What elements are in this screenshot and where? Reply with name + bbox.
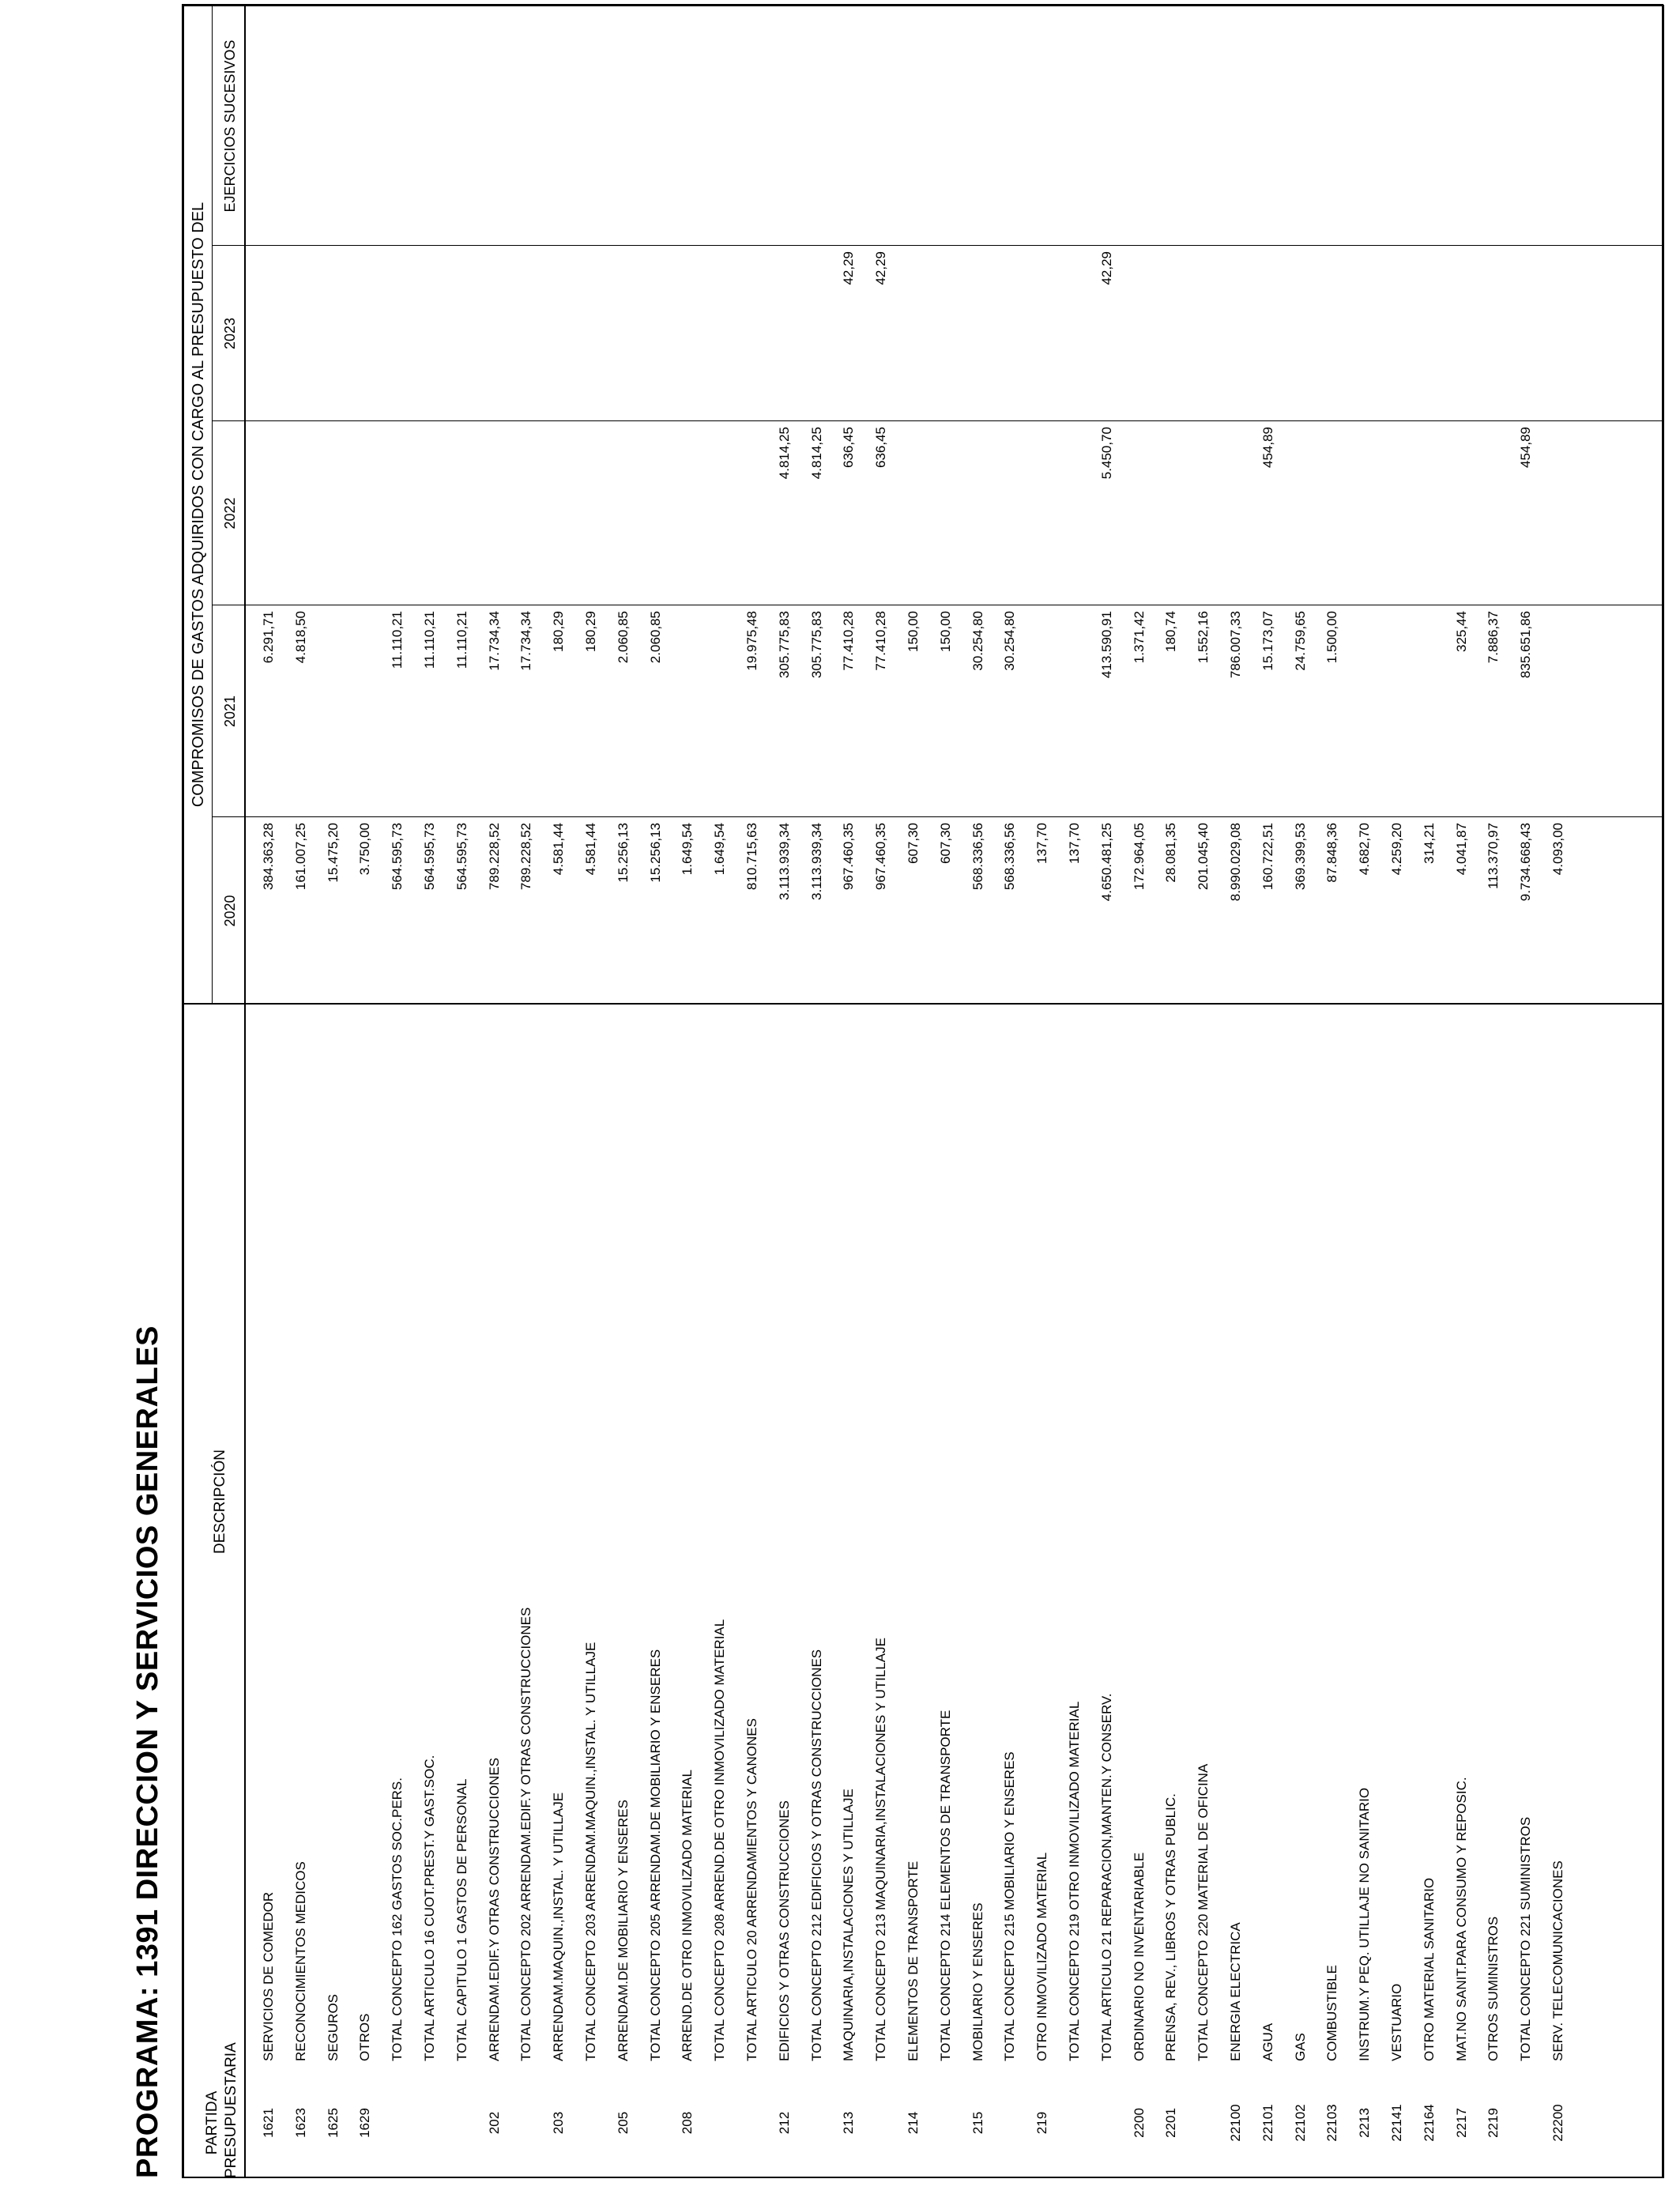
header-presupuestaria: PRESUPUESTARIA bbox=[223, 2042, 239, 2178]
cell-y2021: 77.410,28 bbox=[841, 611, 857, 671]
cell-y2022: 454,89 bbox=[1260, 427, 1275, 468]
cell-partida: 215 bbox=[970, 2111, 985, 2135]
cell-partida: 213 bbox=[841, 2111, 857, 2135]
col-2023-suc-divider bbox=[212, 245, 1663, 246]
cell-y2021: 15.173,07 bbox=[1260, 611, 1275, 671]
cell-y2020: 8.990.029,08 bbox=[1228, 823, 1243, 902]
cell-desc: AGUA bbox=[1260, 2022, 1275, 2061]
cell-desc: TOTAL ARTICULO 16 CUOT.PREST.Y GAST.SOC. bbox=[422, 1755, 437, 2061]
cell-y2020: 607,30 bbox=[937, 823, 953, 864]
cell-y2021: 11.110,21 bbox=[390, 611, 405, 669]
right-border bbox=[182, 4, 1663, 6]
cell-y2023: 42,29 bbox=[841, 251, 857, 285]
cell-y2020: 4.581,44 bbox=[583, 823, 598, 876]
cell-desc: ARREND.DE OTRO INMOVILIZADO MATERIAL bbox=[680, 1769, 695, 2061]
cell-y2020: 137,70 bbox=[1034, 823, 1050, 864]
cell-y2021: 325,44 bbox=[1453, 611, 1469, 652]
cell-desc: TOTAL CONCEPTO 220 MATERIAL DE OFICINA bbox=[1196, 1763, 1211, 2061]
cell-desc: INSTRUM.Y PEQ. UTILLAJE NO SANITARIO bbox=[1357, 1787, 1373, 2061]
cell-desc: MAQUINARIA,INSTALACIONES Y UTILLAJE bbox=[841, 1789, 857, 2061]
cell-y2021: 77.410,28 bbox=[873, 611, 889, 671]
cell-y2020: 607,30 bbox=[906, 823, 921, 864]
cell-y2020: 314,21 bbox=[1421, 823, 1437, 864]
cell-y2021: 835.651,86 bbox=[1518, 611, 1534, 679]
cell-y2021: 17.734,34 bbox=[518, 611, 534, 671]
cell-partida: 2219 bbox=[1486, 2108, 1501, 2138]
cell-partida: 219 bbox=[1034, 2111, 1050, 2135]
cell-desc: TOTAL CONCEPTO 212 EDIFICIOS Y OTRAS CONSTRUCCIONES bbox=[808, 1649, 824, 2061]
cell-y2020: 161.007,25 bbox=[292, 823, 308, 891]
cell-y2020: 4.041,87 bbox=[1453, 823, 1469, 876]
cell-desc: TOTAL CONCEPTO 213 MAQUINARIA,INSTALACIONES Y UTILLAJE bbox=[873, 1638, 889, 2061]
cell-y2020: 28.081,35 bbox=[1163, 823, 1179, 883]
cell-desc: TOTAL ARTICULO 20 ARRENDAMIENTOS Y CANONES bbox=[744, 1718, 759, 2061]
cell-partida: 205 bbox=[615, 2111, 631, 2135]
cell-y2020: 201.045,40 bbox=[1196, 823, 1211, 891]
cell-y2021: 150,00 bbox=[906, 611, 921, 652]
cell-y2020: 4.581,44 bbox=[551, 823, 567, 876]
cell-y2020: 369.399,53 bbox=[1292, 823, 1308, 891]
cell-partida: 1629 bbox=[357, 2108, 373, 2138]
cell-partida: 208 bbox=[680, 2111, 695, 2135]
cell-y2021: 6.291,71 bbox=[261, 611, 276, 664]
col-2022-2023-divider bbox=[212, 420, 1663, 421]
cell-y2022: 454,89 bbox=[1518, 427, 1534, 468]
cell-desc: COMBUSTIBLE bbox=[1324, 1965, 1340, 2061]
cell-y2020: 967.460,35 bbox=[841, 823, 857, 891]
left-border bbox=[182, 2177, 1663, 2178]
cell-y2021: 413.590,91 bbox=[1098, 611, 1114, 679]
header-ejercicios-sucesivos: EJERCICIOS SUCESIVOS bbox=[222, 40, 238, 213]
cell-partida: 202 bbox=[486, 2111, 502, 2135]
cell-y2021: 1.371,42 bbox=[1131, 611, 1147, 664]
cell-partida: 22103 bbox=[1324, 2104, 1340, 2142]
cell-partida: 22164 bbox=[1421, 2104, 1437, 2142]
cell-y2022: 4.814,25 bbox=[776, 427, 792, 480]
cell-y2021: 17.734,34 bbox=[486, 611, 502, 671]
cell-y2020: 4.259,20 bbox=[1389, 823, 1404, 876]
cell-y2020: 15.256,13 bbox=[647, 823, 663, 883]
cell-partida: 1625 bbox=[325, 2108, 341, 2138]
cell-desc: ELEMENTOS DE TRANSPORTE bbox=[906, 1860, 921, 2061]
cell-y2021: 7.886,37 bbox=[1486, 611, 1501, 664]
cell-partida: 22141 bbox=[1389, 2104, 1404, 2142]
cell-desc: VESTUARIO bbox=[1389, 1983, 1404, 2061]
cell-y2020: 87.848,36 bbox=[1324, 823, 1340, 883]
cell-partida: 2200 bbox=[1131, 2108, 1147, 2138]
cell-y2021: 150,00 bbox=[937, 611, 953, 652]
cell-partida: 203 bbox=[551, 2111, 567, 2135]
cell-desc: EDIFICIOS Y OTRAS CONSTRUCCIONES bbox=[776, 1800, 792, 2061]
cell-y2021: 305.775,83 bbox=[776, 611, 792, 679]
cell-y2023: 42,29 bbox=[1098, 251, 1114, 285]
cell-desc: ORDINARIO NO INVENTARIABLE bbox=[1131, 1852, 1147, 2061]
cell-y2020: 3.113.939,34 bbox=[808, 823, 824, 900]
cell-y2023: 42,29 bbox=[873, 251, 889, 285]
cell-y2020: 4.093,00 bbox=[1550, 823, 1565, 876]
cell-y2020: 160.722,51 bbox=[1260, 823, 1275, 891]
cell-desc: TOTAL CAPITULO 1 GASTOS DE PERSONAL bbox=[454, 1778, 469, 2061]
cell-partida: 214 bbox=[906, 2111, 921, 2135]
cell-y2021: 4.818,50 bbox=[292, 611, 308, 664]
cell-desc: TOTAL CONCEPTO 203 ARRENDAM.MAQUIN.,INSTAL. Y UTILLAJE bbox=[583, 1642, 598, 2061]
cell-y2022: 4.814,25 bbox=[808, 427, 824, 480]
cell-y2020: 9.734.668,43 bbox=[1518, 823, 1534, 902]
header-year-2020: 2020 bbox=[222, 895, 238, 927]
cell-desc: ARRENDAM.MAQUIN.,INSTAL. Y UTILLAJE bbox=[551, 1792, 567, 2061]
cell-y2020: 4.650.481,25 bbox=[1098, 823, 1114, 902]
cell-desc: SERVICIOS DE COMEDOR bbox=[261, 1891, 276, 2061]
cell-y2020: 568.336,56 bbox=[1002, 823, 1018, 891]
cell-y2021: 1.552,16 bbox=[1196, 611, 1211, 664]
cell-y2020: 172.964,05 bbox=[1131, 823, 1147, 891]
cell-y2020: 3.750,00 bbox=[357, 823, 373, 876]
cell-partida: 22200 bbox=[1550, 2104, 1565, 2142]
cell-desc: OTROS bbox=[357, 2013, 373, 2061]
cell-desc: OTROS SUMINISTROS bbox=[1486, 1916, 1501, 2061]
cell-partida: 1621 bbox=[261, 2108, 276, 2138]
cell-desc: TOTAL CONCEPTO 215 MOBILIARIO Y ENSERES bbox=[1002, 1751, 1018, 2061]
cell-partida: 22102 bbox=[1292, 2104, 1308, 2142]
cell-y2021: 305.775,83 bbox=[808, 611, 824, 679]
cell-partida: 22100 bbox=[1228, 2104, 1243, 2142]
cell-desc: TOTAL ARTICULO 21 REPARACION,MANTEN.Y CONSERV. bbox=[1098, 1693, 1114, 2061]
cell-y2021: 180,29 bbox=[583, 611, 598, 652]
cell-desc: OTRO MATERIAL SANITARIO bbox=[1421, 1877, 1437, 2061]
cell-y2020: 384.363,28 bbox=[261, 823, 276, 891]
cell-y2020: 113.370,97 bbox=[1486, 823, 1501, 889]
cell-y2020: 1.649,54 bbox=[680, 823, 695, 876]
cell-desc: TOTAL CONCEPTO 205 ARRENDAM.DE MOBILIARIO Y ENSERES bbox=[647, 1649, 663, 2061]
cell-y2021: 180,74 bbox=[1163, 611, 1179, 652]
cell-partida: 212 bbox=[776, 2111, 792, 2135]
cell-partida: 2217 bbox=[1453, 2108, 1469, 2138]
cell-y2020: 15.475,20 bbox=[325, 823, 341, 883]
cell-desc: SEGUROS bbox=[325, 1993, 341, 2061]
cell-desc: PRENSA, REV., LIBROS Y OTRAS PUBLIC. bbox=[1163, 1793, 1179, 2061]
cell-y2020: 789.228,52 bbox=[518, 823, 534, 891]
cell-y2021: 1.500,00 bbox=[1324, 611, 1340, 664]
cell-y2021: 180,29 bbox=[551, 611, 567, 652]
cell-desc: MAT.NO SANIT.PARA CONSUMO Y REPOSIC. bbox=[1453, 1777, 1469, 2061]
cell-desc: MOBILIARIO Y ENSERES bbox=[970, 1902, 985, 2061]
header-year-2022: 2022 bbox=[222, 497, 238, 530]
cell-desc: TOTAL CONCEPTO 219 OTRO INMOVILIZADO MATERIAL bbox=[1067, 1701, 1082, 2061]
header-descripcion: DESCRIPCIÓN bbox=[212, 1449, 228, 1554]
cell-y2021: 2.060,85 bbox=[647, 611, 663, 664]
cell-desc: TOTAL CONCEPTO 162 GASTOS SOC.PERS. bbox=[390, 1777, 405, 2061]
page-title: PROGRAMA: 1391 DIRECCION Y SERVICIOS GENERALES bbox=[131, 1325, 164, 2178]
cell-partida: 2201 bbox=[1163, 2108, 1179, 2138]
cell-desc: SERV. TELECOMUNICACIONES bbox=[1550, 1860, 1565, 2061]
cell-y2020: 568.336,56 bbox=[970, 823, 985, 891]
cell-desc: RECONOCIMIENTOS MEDICOS bbox=[292, 1861, 308, 2061]
cell-y2020: 564.595,73 bbox=[422, 823, 437, 891]
cell-y2020: 3.113.939,34 bbox=[776, 823, 792, 900]
cell-y2021: 30.254,80 bbox=[970, 611, 985, 671]
cell-y2020: 789.228,52 bbox=[486, 823, 502, 891]
cell-y2021: 2.060,85 bbox=[615, 611, 631, 664]
cell-y2022: 636,45 bbox=[873, 427, 889, 468]
cell-y2020: 1.649,54 bbox=[712, 823, 728, 876]
cell-y2021: 30.254,80 bbox=[1002, 611, 1018, 671]
year-header-rule bbox=[212, 5, 213, 1005]
cell-desc: GAS bbox=[1292, 2033, 1308, 2061]
cell-desc: TOTAL CONCEPTO 214 ELEMENTOS DE TRANSPORTE bbox=[937, 1710, 953, 2061]
cell-partida: 1623 bbox=[292, 2108, 308, 2138]
cell-desc: TOTAL CONCEPTO 202 ARRENDAM.EDIF.Y OTRAS CONSTRUCCIONES bbox=[518, 1607, 534, 2061]
header-year-2021: 2021 bbox=[222, 695, 238, 728]
cell-y2021: 11.110,21 bbox=[454, 611, 469, 669]
cell-y2021: 19.975,48 bbox=[744, 611, 759, 671]
cell-partida: 2213 bbox=[1357, 2108, 1373, 2138]
cell-y2021: 24.759,65 bbox=[1292, 611, 1308, 671]
cell-y2020: 137,70 bbox=[1067, 823, 1082, 864]
header-year-2023: 2023 bbox=[222, 317, 238, 350]
cell-y2020: 564.595,73 bbox=[390, 823, 405, 891]
cell-desc: ARRENDAM.DE MOBILIARIO Y ENSERES bbox=[615, 1800, 631, 2061]
cell-y2020: 564.595,73 bbox=[454, 823, 469, 891]
cell-y2021: 11.110,21 bbox=[422, 611, 437, 669]
cell-desc: TOTAL CONCEPTO 208 ARREND.DE OTRO INMOVILIZADO MATERIAL bbox=[712, 1619, 728, 2061]
cell-y2020: 15.256,13 bbox=[615, 823, 631, 883]
cell-desc: ARRENDAM.EDIF.Y OTRAS CONSTRUCCIONES bbox=[486, 1757, 502, 2061]
cell-y2020: 967.460,35 bbox=[873, 823, 889, 891]
header-rule bbox=[244, 5, 246, 2178]
cell-partida: 22101 bbox=[1260, 2104, 1275, 2142]
table-top-border bbox=[182, 5, 184, 2178]
cell-y2022: 636,45 bbox=[841, 427, 857, 468]
cell-y2021: 786.007,33 bbox=[1228, 611, 1243, 679]
cell-desc: ENERGIA ELECTRICA bbox=[1228, 1922, 1243, 2061]
cell-y2020: 810.715,63 bbox=[744, 823, 759, 891]
cell-desc: OTRO INMOVILIZADO MATERIAL bbox=[1034, 1852, 1050, 2061]
cell-desc: TOTAL CONCEPTO 221 SUMINISTROS bbox=[1518, 1816, 1534, 2061]
header-compromisos: COMPROMISOS DE GASTOS ADQUIRIDOS CON CARGO AL PRESUPUESTO DEL bbox=[190, 202, 207, 808]
header-partida: PARTIDA bbox=[204, 2090, 220, 2155]
cell-y2020: 4.682,70 bbox=[1357, 823, 1373, 876]
cell-y2022: 5.450,70 bbox=[1098, 427, 1114, 480]
table-bottom-border bbox=[1662, 5, 1664, 2178]
